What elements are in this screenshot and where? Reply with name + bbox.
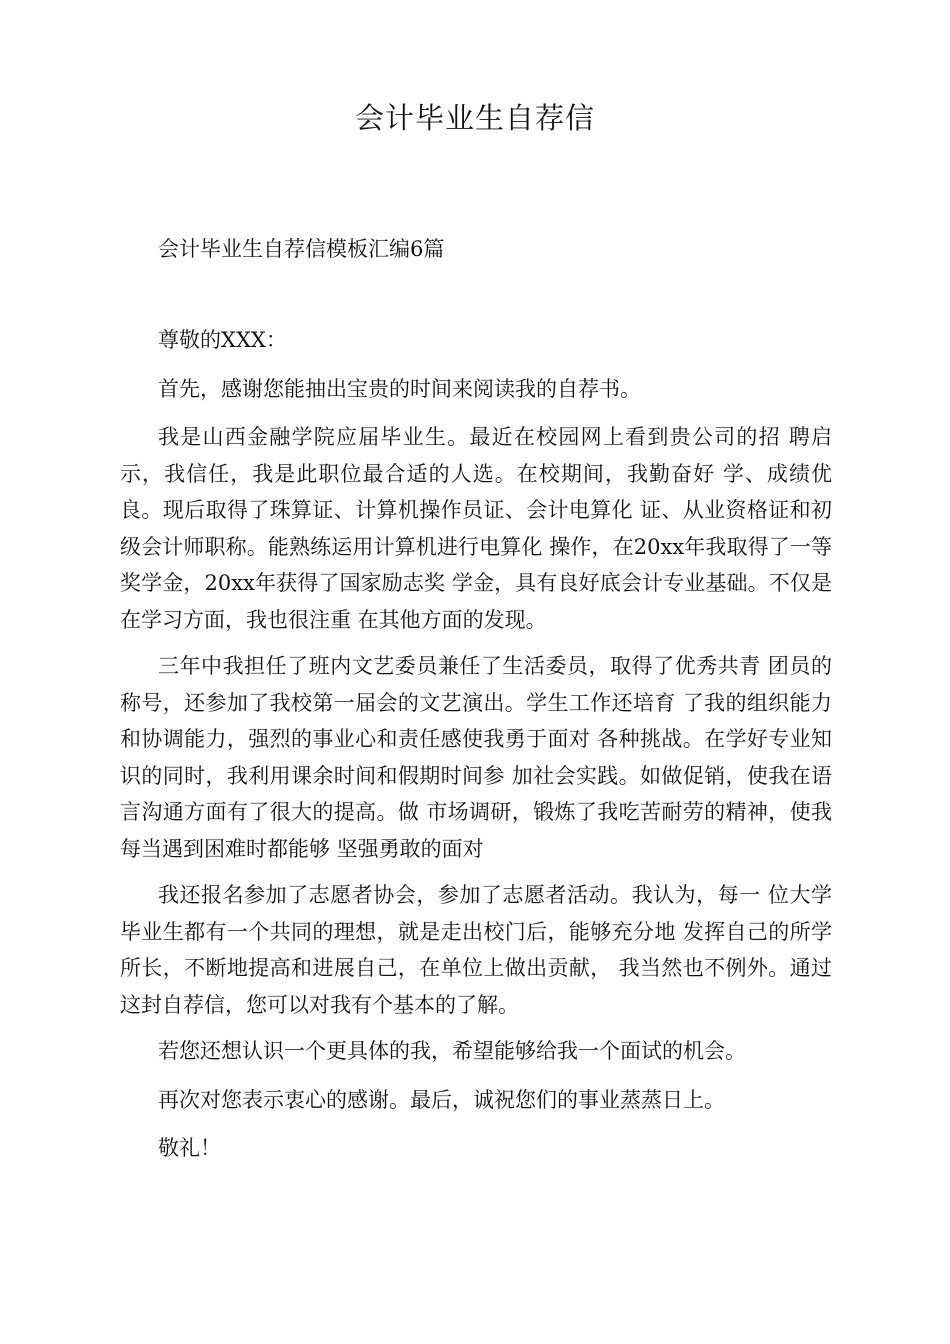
paragraph-opening: 首先，感谢您能抽出宝贵的时间来阅读我的自荐书。 xyxy=(158,376,641,401)
closing-salute: 敬礼！ xyxy=(158,1136,221,1160)
paragraph-experience: 三年中我担任了班内文艺委员兼任了生活委员，取得了优秀共青 团员的称号，还参加了我校第一届会的文艺演出。学生工作还培育 了我的组织能力和协调能力，强烈的事业心和责任感使我勇于面对 各种挑战。在学好专业知识的同时，我利用课余时间和假期时间参 加社会实践。如做促销，使我在语言沟通方面有了很大的提高。做 市场调研，锻炼了我吃苦耐劳的精神，使我每当遇到困难时都能够 坚强勇敢的面对 xyxy=(120,654,832,861)
paragraph-thanks: 再次对您表示衷心的感谢。最后，诚祝您们的事业蒸蒸日上。 xyxy=(158,1087,725,1112)
paragraph-volunteer: 我还报名参加了志愿者协会，参加了志愿者活动。我认为，每一 位大学毕业生都有一个共同的理想，就是走出校门后，能够充分地 发挥自己的所学所长，不断地提高和进展自己，在单位上做出贡献， 我当然也不例外。通过这封自荐信，您可以对我有个基本的了解。 xyxy=(120,883,832,1017)
letter-body xyxy=(120,322,832,1179)
document-title: 会计毕业生自荐信 xyxy=(354,101,595,135)
salutation: 尊敬的XXX： xyxy=(158,328,287,352)
paragraph-introduction: 我是山西金融学院应届毕业生。最近在校园网上看到贵公司的招 聘启示，我信任，我是此职位最合适的人选。在校期间，我勤奋好 学、成绩优良。现后取得了珠算证、计算机操作员证、会计电算化 证、从业资格证和初级会计师职称。能熟练运用计算机进行电算化 操作，在20xx年我取得了一等奖学金，20xx年获得了国家励志奖 学金，具有良好底会计专业基础。不仅是在学习方面，我也很注重 在其他方面的发现。 xyxy=(120,425,832,632)
document-subtitle: 会计毕业生自荐信模板汇编6篇 xyxy=(158,237,445,261)
paragraph-interview-request: 若您还想认识一个更具体的我，希望能够给我一个面试的机会。 xyxy=(158,1039,746,1063)
